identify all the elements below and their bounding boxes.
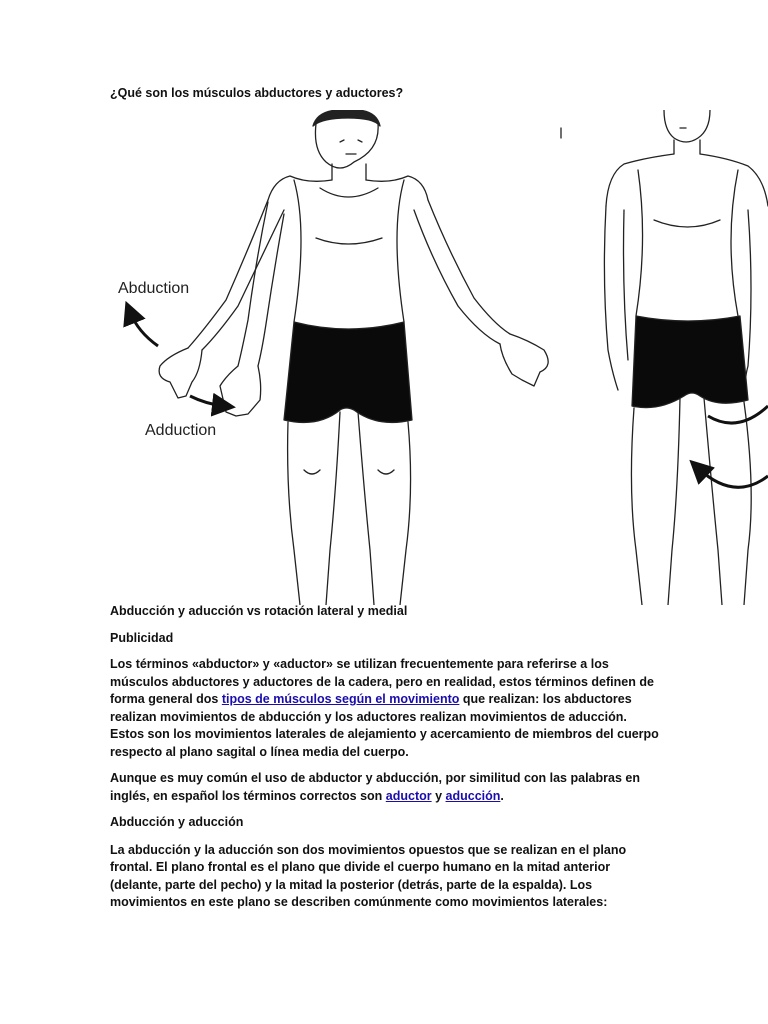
anatomy-illustration — [108, 110, 768, 605]
rotation-arrow-lower — [698, 468, 768, 487]
adduction-label: Adduction — [145, 422, 217, 439]
paragraph-1-text-b: que realizan: los abductores realizan movimientos de abducción y los aductores realizan movimientos de aducción. Estos son los movimientos laterales de alejamiento y acercamiento de miembros del cuerpo respecto al plano sagital o línea media del cuerpo. — [110, 692, 659, 759]
aductor-link[interactable]: aductor — [385, 788, 432, 803]
aduccion-link[interactable]: aducción — [445, 788, 501, 803]
abduction-arrow — [130, 312, 158, 346]
paragraph-1 — [110, 656, 662, 761]
paragraph-3: La abducción y la aducción son dos movimientos opuestos que se realizan en el plano frontal. El plano frontal es el plano que divide el cuerpo humano en la mitad anterior (delante, parte del pecho) y la mitad la posterior (detrás, parte de la espalda). Los movimientos en este plano se describen comúnmente como movimientos laterales: — [110, 842, 627, 909]
paragraph-1-text-a: Los términos «abductor» y «aductor» se utilizan frecuentemente para referirse a los músculos abductores y aductores de la cadera, pero en realidad, estos términos definen de forma general dos — [110, 657, 654, 706]
article-heading: ¿Qué son los músculos abductores y aductores? — [110, 86, 404, 100]
section-subheading: Abducción y aducción — [110, 815, 244, 829]
paragraph-2-text-c: . — [500, 788, 504, 803]
figure-caption: Abducción y aducción vs rotación lateral y medial — [110, 604, 408, 618]
rotation-arrow-upper — [708, 406, 768, 423]
figure-front-body — [159, 110, 548, 605]
article-body — [110, 603, 662, 921]
ad-label: Publicidad — [110, 630, 174, 645]
figure-rotation-body — [561, 110, 768, 605]
adduction-arrow — [190, 396, 224, 406]
abduction-label: Abduction — [118, 280, 190, 297]
paragraph-2-text-b: y — [431, 788, 446, 803]
paragraph-2 — [110, 770, 662, 805]
muscle-types-link[interactable]: tipos de músculos según el movimiento — [221, 692, 460, 706]
paragraph-2-text-a: Aunque es muy común el uso de abductor y abducción, por similitud con las palabras en inglés, en español los términos correctos son — [110, 771, 640, 803]
